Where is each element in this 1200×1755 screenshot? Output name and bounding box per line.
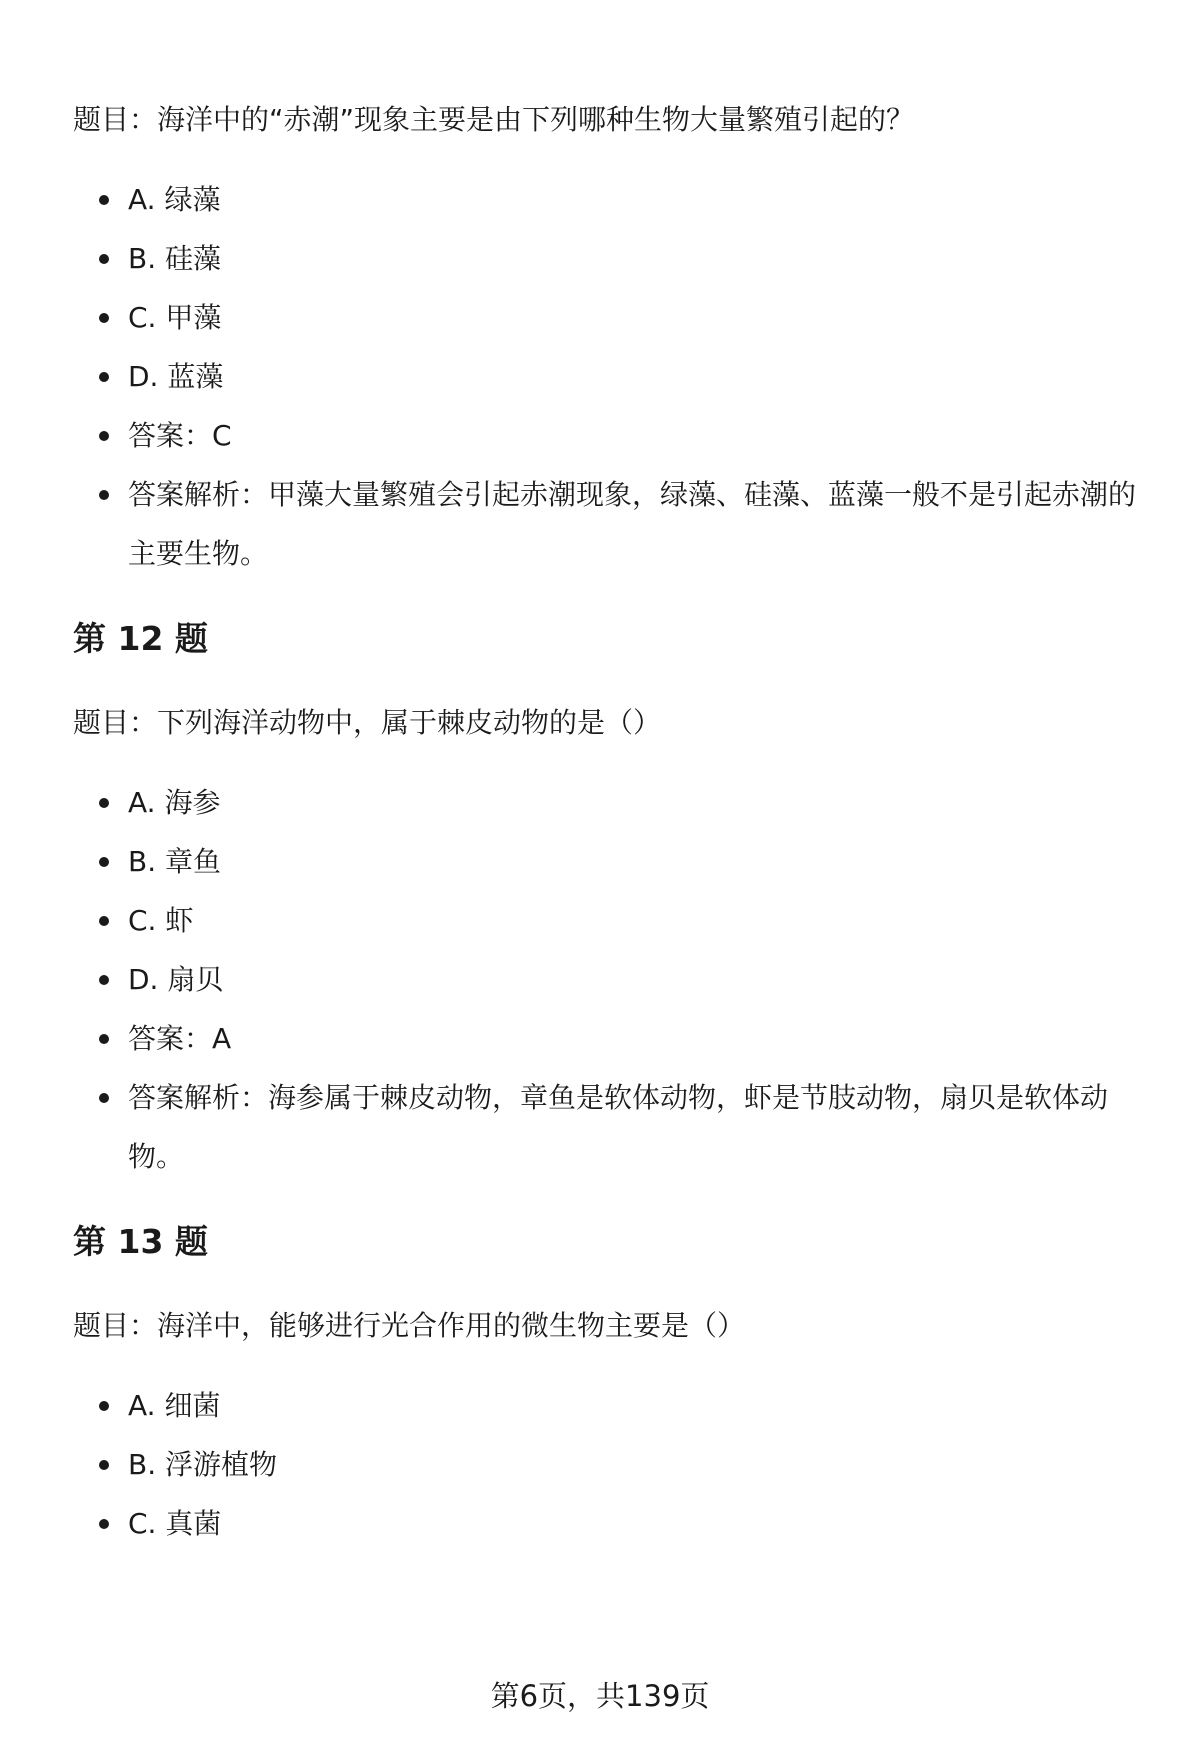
answer-item: 答案：C	[73, 406, 1143, 465]
option-list	[73, 170, 1143, 583]
page-content	[73, 100, 1143, 1553]
option-item: A. 绿藻	[73, 170, 1143, 229]
option-list	[73, 1376, 1143, 1553]
option-item: D. 扇贝	[73, 950, 1143, 1009]
question-heading: 第 12 题	[73, 619, 208, 658]
question-stem: 题目：海洋中的“赤潮”现象主要是由下列哪种生物大量繁殖引起的？	[73, 103, 915, 136]
option-item: B. 硅藻	[73, 229, 1143, 288]
option-item: B. 浮游植物	[73, 1435, 1143, 1494]
option-item: C. 虾	[73, 891, 1143, 950]
question-stem: 题目：海洋中，能够进行光合作用的微生物主要是（）	[73, 1309, 746, 1342]
question-stem: 题目：下列海洋动物中，属于棘皮动物的是（）	[73, 706, 662, 739]
page-number-footer: 第6页，共139页	[490, 1679, 710, 1713]
answer-item: 答案：A	[73, 1009, 1143, 1068]
option-item: D. 蓝藻	[73, 347, 1143, 406]
question-heading: 第 13 题	[73, 1222, 208, 1261]
option-item: A. 细菌	[73, 1376, 1143, 1435]
analysis-item: 答案解析：甲藻大量繁殖会引起赤潮现象，绿藻、硅藻、蓝藻一般不是引起赤潮的主要生物。	[73, 465, 1143, 583]
analysis-item: 答案解析：海参属于棘皮动物，章鱼是软体动物，虾是节肢动物，扇贝是软体动物。	[73, 1068, 1143, 1186]
option-item: C. 真菌	[73, 1494, 1143, 1553]
option-item: A. 海参	[73, 773, 1143, 832]
option-list	[73, 773, 1143, 1186]
option-item: B. 章鱼	[73, 832, 1143, 891]
option-item: C. 甲藻	[73, 288, 1143, 347]
